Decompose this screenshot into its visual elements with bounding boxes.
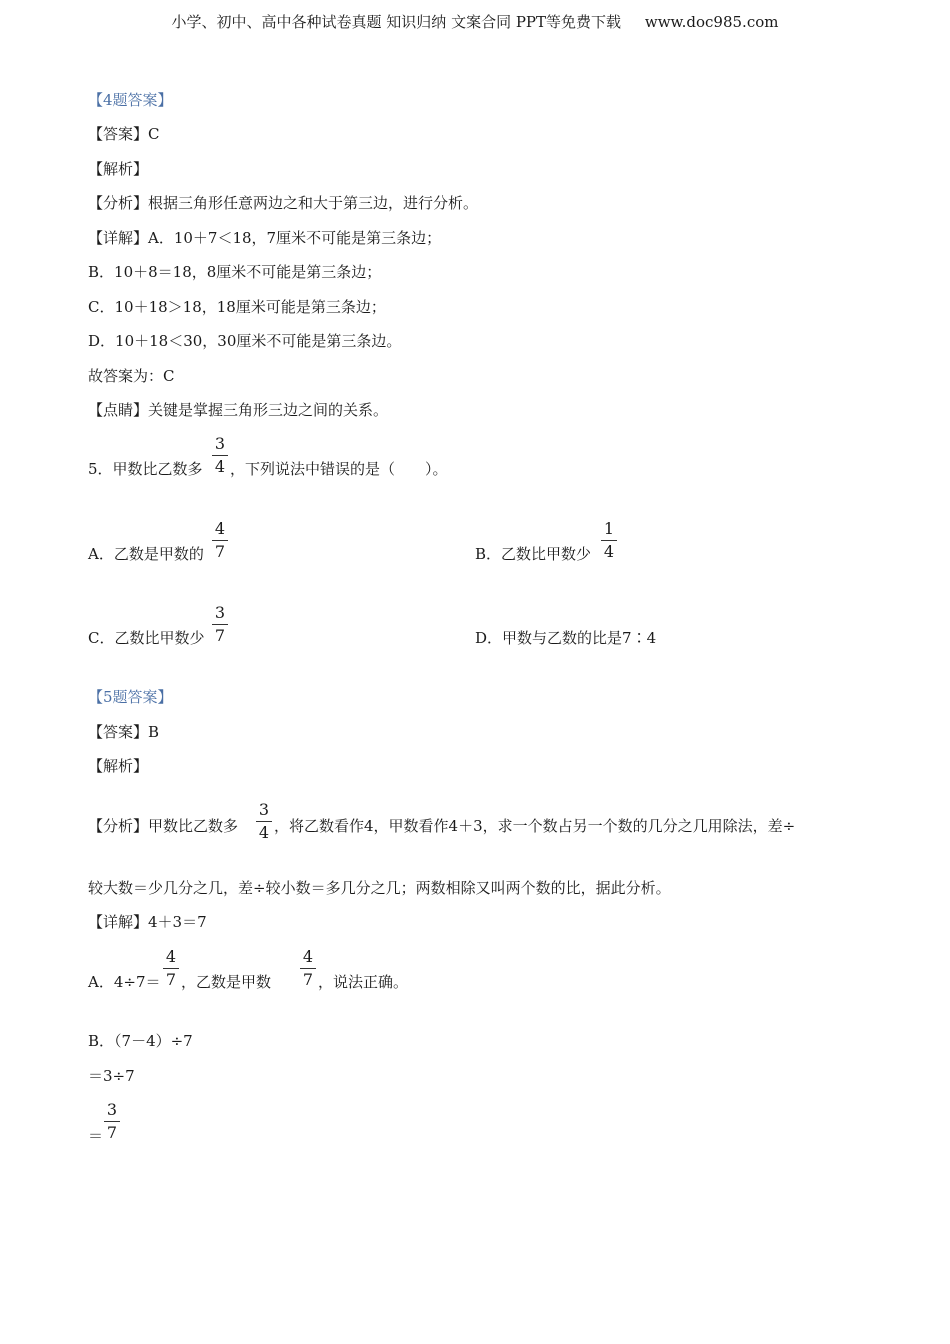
q4-option-c: C．10＋18＞18，18厘米可能是第三条边； (88, 298, 386, 316)
q4-answer-tag: 【4题答案】 (88, 91, 173, 109)
q5-stem-fraction (212, 435, 228, 476)
fraction-numerator: 3 (212, 604, 228, 625)
q4-xiangjie: 【详解】A．10＋7＜18，7厘米不可能是第三条边； (88, 229, 442, 247)
a5-a-fraction-1 (163, 948, 179, 989)
fraction-numerator: 4 (212, 520, 228, 541)
a5-b-line3-pre: ＝ (88, 1127, 104, 1145)
q5-option-b-fraction (601, 520, 617, 561)
q5-option-c: C．乙数比甲数少 (88, 629, 205, 647)
a5-answer-tag: 【5题答案】 (88, 688, 173, 706)
a5-a-pre: A．4÷7＝ (88, 973, 161, 991)
a5-a-fraction-2 (300, 948, 316, 989)
q4-option-d: D．10＋18＜30，30厘米不可能是第三条边。 (88, 332, 402, 350)
a5-fenxi-fraction (256, 801, 272, 842)
q4-option-b: B．10＋8＝18，8厘米不可能是第三条边； (88, 263, 382, 281)
fraction-denominator: 7 (302, 970, 314, 989)
a5-xiangjie: 【详解】4＋3＝7 (88, 913, 207, 931)
q5-option-d: D．甲数与乙数的比是7∶4 (475, 629, 657, 647)
a5-fenxi-post: ，将乙数看作4，甲数看作4＋3，求一个数占另一个数的几分之几用除法，差÷ (274, 817, 796, 835)
a5-analysis-tag: 【解析】 (88, 757, 149, 775)
q4-analysis-tag: 【解析】 (88, 160, 149, 178)
fraction-denominator: 7 (106, 1123, 118, 1142)
a5-fenxi-pre: 【分析】甲数比乙数多 (88, 817, 239, 835)
header-url[interactable]: www.doc985.com (644, 13, 779, 31)
a5-a-post: ，说法正确。 (318, 973, 409, 991)
a5-b-line2: ＝3÷7 (88, 1067, 135, 1085)
fraction-denominator: 4 (214, 457, 226, 476)
q5-stem-post: ，下列说法中错误的是（ ）。 (230, 460, 448, 478)
fraction-numerator: 3 (212, 435, 228, 456)
a5-b-line1: B．（7－4）÷7 (88, 1032, 193, 1050)
fraction-denominator: 4 (603, 542, 615, 561)
fraction-numerator: 4 (300, 948, 316, 969)
page-header (0, 12, 950, 32)
q5-stem-pre: 5．甲数比乙数多 (88, 460, 203, 478)
fraction-denominator: 4 (258, 823, 270, 842)
q4-answer: 【答案】C (88, 125, 160, 143)
a5-b-fraction (104, 1101, 120, 1142)
header-text: 小学、初中、高中各种试卷真题 知识归纳 文案合同 PPT等免费下载 (171, 13, 622, 31)
q5-option-a-fraction (212, 520, 228, 561)
q5-option-c-fraction (212, 604, 228, 645)
fraction-denominator: 7 (214, 542, 226, 561)
a5-answer: 【答案】B (88, 723, 160, 741)
a5-a-mid: ，乙数是甲数 (181, 973, 272, 991)
q5-option-a: A．乙数是甲数的 (88, 545, 204, 563)
q4-fenxi: 【分析】根据三角形任意两边之和大于第三边，进行分析。 (88, 194, 479, 212)
fraction-denominator: 7 (214, 626, 226, 645)
fraction-numerator: 1 (601, 520, 617, 541)
fraction-denominator: 7 (165, 970, 177, 989)
fraction-numerator: 3 (256, 801, 272, 822)
fraction-numerator: 4 (163, 948, 179, 969)
q4-final: 故答案为：C (88, 367, 175, 385)
a5-fenxi-line2: 较大数＝少几分之几，差÷较小数＝多几分之几；两数相除又叫两个数的比，据此分析。 (88, 879, 671, 897)
fraction-numerator: 3 (104, 1101, 120, 1122)
q5-option-b: B．乙数比甲数少 (475, 545, 592, 563)
q4-dianjing: 【点睛】关键是掌握三角形三边之间的关系。 (88, 401, 389, 419)
